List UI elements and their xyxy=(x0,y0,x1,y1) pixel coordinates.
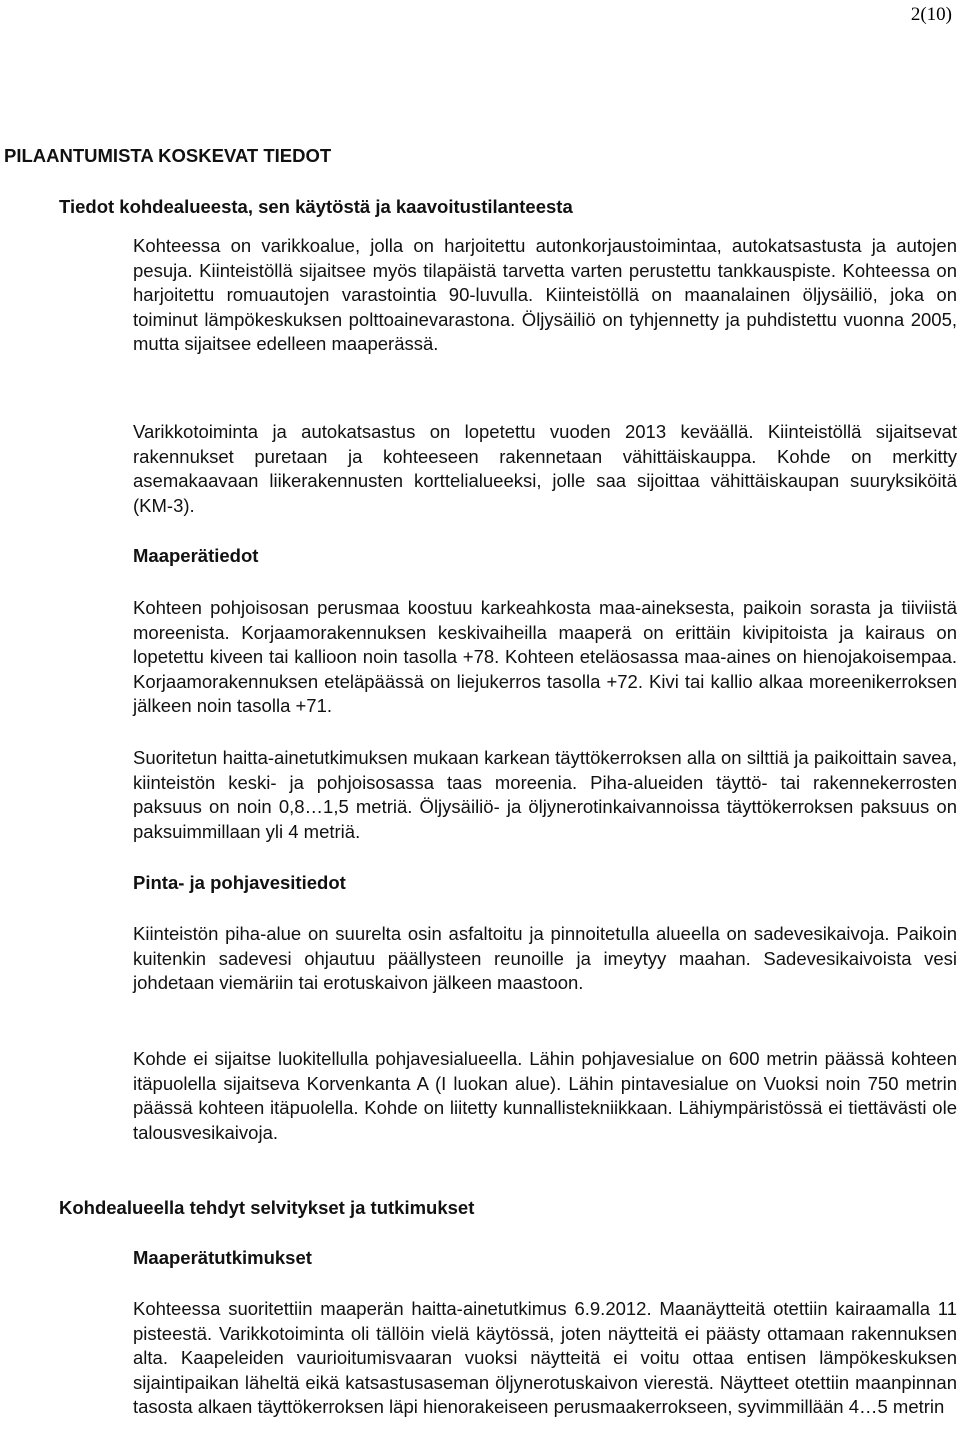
paragraph-pintavesi-2: Kohde ei sijaitse luokitellulla pohjavesialueella. Lähin pohjavesialue on 600 metrin päässä kohteen itäpuolella sijaitseva Korvenkanta A (I luokan alue). Lähin pintavesialue on Vuoksi noin 750 metrin päässä kohteen itäpuolella. Kohde on liitetty kunnallistekniikkaan. Lähiympäristössä ei tiettävästi ole talousvesikaivoja. xyxy=(133,1048,957,1143)
paragraph-kohdealue-2: Varikkotoiminta ja autokatsastus on lopetettu vuoden 2013 keväällä. Kiinteistöllä sijaitsevat rakennukset puretaan ja kohteeseen rakennetaan vähittäiskauppa. Kohde on merkitty asemakaavaan liikerakennusten korttelialueeksi, jolle saa sijoittaa vähittäiskaupan suuryksiköitä (KM-3). xyxy=(133,421,957,516)
paragraph-maaperatutkimukset-1: Kohteessa suoritettiin maaperän haitta-ainetutkimus 6.9.2012. Maanäytteitä otettiin kairaamalla 11 pisteestä. Varikkotoiminta oli tällöin vielä käytössä, joten näytteitä ei päästy ottamaan rakennuksen alta. Kaapeleiden vaurioitumisvaaran vuoksi näytteitä ei voitu ottaa entisen lämpökeskuksen sijaintipaikan läheltä eikä katsastusaseman öljynerotuskaivon vierestä. Näytteet otettiin maanpinnan tasosta alkaen täyttökerroksen läpi hienorakeiseen perusmaakerrokseen, syvimmillään 4…5 metrin xyxy=(133,1298,957,1418)
subheading-maaperatiedot: Maaperätiedot xyxy=(133,545,259,566)
page-number: 2(10) xyxy=(910,4,952,25)
section-heading-kohdealue: Tiedot kohdealueesta, sen käytöstä ja kaavoitustilanteesta xyxy=(59,196,573,217)
paragraph-pintavesi-1: Kiinteistön piha-alue on suurelta osin asfaltoitu ja pinnoitetulla alueella on sadevesikaivoja. Paikoin kuitenkin sadevesi ohjautuu päällysteen reunoille ja imeytyy maahan. Sadevesikaivoista vesi johdetaan viemäriin tai erotuskaivon jälkeen maastoon. xyxy=(133,923,957,994)
paragraph-maaperatiedot-2: Suoritetun haitta-ainetutkimuksen mukaan karkean täyttökerroksen alla on silttiä ja paikoittain savea, kiinteistön keski- ja pohjoisosassa taas moreenia. Piha-alueiden täyttö- tai rakennekerrosten paksuus on noin 0,8…1,5 metriä. Öljysäiliö- ja öljynerotinkaivannoissa täyttökerroksen paksuus on paksuimmillaan yli 4 metriä. xyxy=(133,747,957,842)
section-heading-selvitykset: Kohdealueella tehdyt selvitykset ja tutkimukset xyxy=(59,1197,475,1218)
page-title: PILAANTUMISTA KOSKEVAT TIEDOT xyxy=(4,145,332,166)
subheading-pinta-pohjavesi: Pinta- ja pohjavesitiedot xyxy=(133,872,346,893)
paragraph-maaperatiedot-1: Kohteen pohjoisosan perusmaa koostuu karkeahkosta maa-aineksesta, paikoin sorasta ja tiiviistä moreenista. Korjaamorakennuksen keskivaiheilla maaperä on erittäin kivipitoista ja kairaus on lopetettu kiveen tai kallioon noin tasolla +78. Kohteen eteläosassa maa-aines on hienojakoisempaa. Korjaamorakennuksen eteläpäässä on liejukerros tasolla +72. Kivi tai kallio alkaa moreenikerroksen jälkeen noin tasolla +71. xyxy=(133,597,957,717)
subheading-maaperatutkimukset: Maaperätutkimukset xyxy=(133,1247,312,1268)
paragraph-kohdealue-1: Kohteessa on varikkoalue, jolla on harjoitettu autonkorjaustoimintaa, autokatsastusta ja autojen pesuja. Kiinteistöllä sijaitsee myös tilapäistä tarvetta varten perustettu tankkauspiste. Kohteessa on harjoitettu romuautojen varastointia 90-luvulla. Kiinteistöllä on maanalainen öljysäiliö, joka on toiminut lämpökeskuksen polttoainevarastona. Öljysäiliö on tyhjennetty ja puhdistettu vuonna 2005, mutta sijaitsee edelleen maaperässä. xyxy=(133,235,957,355)
